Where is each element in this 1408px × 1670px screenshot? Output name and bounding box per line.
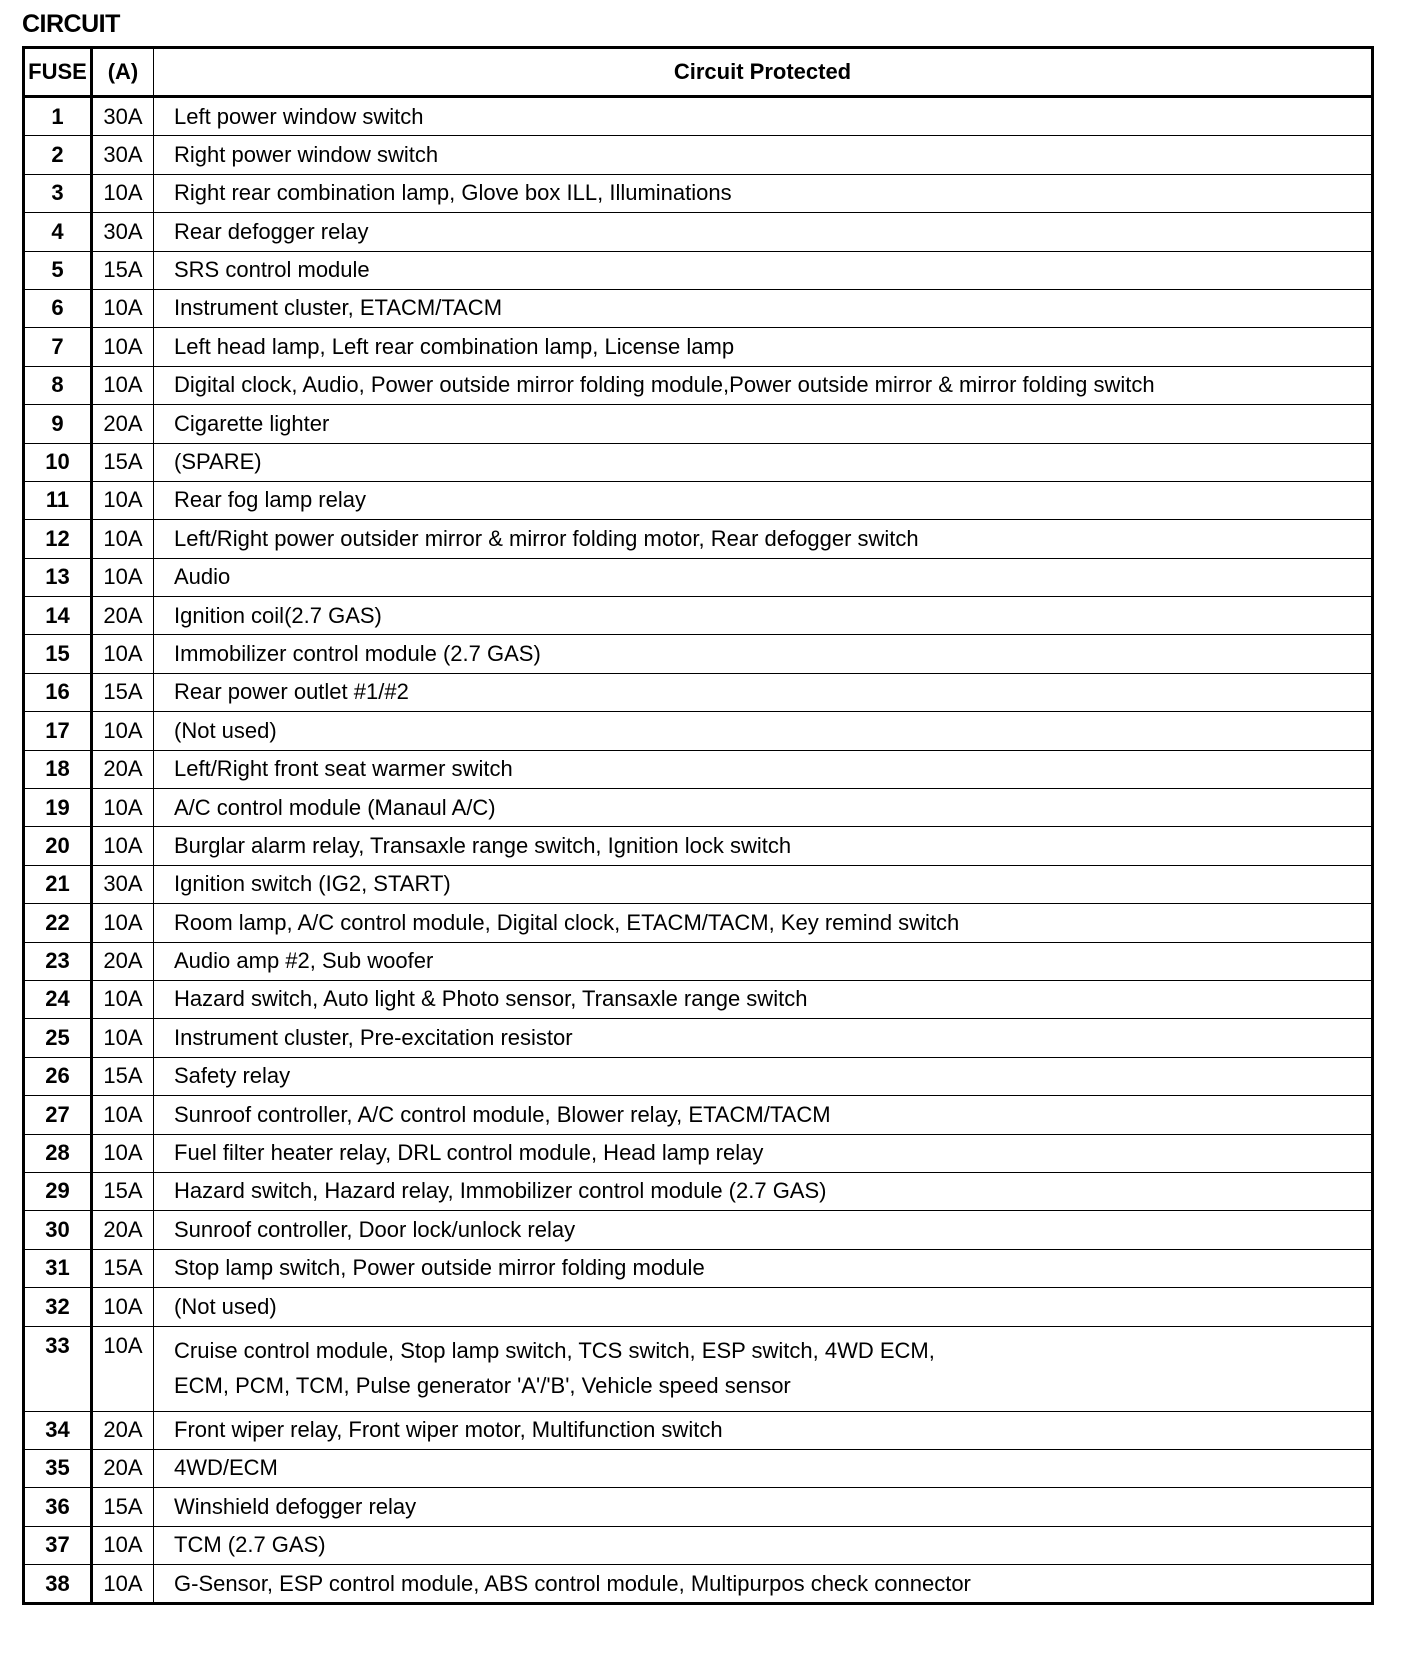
fuse-amperage: 10A [92, 289, 154, 327]
fuse-number: 4 [24, 213, 92, 251]
circuit-protected: Immobilizer control module (2.7 GAS) [154, 635, 1373, 673]
table-row [24, 1096, 1373, 1134]
fuse-amperage: 20A [92, 405, 154, 443]
table-row [24, 1134, 1373, 1172]
fuse-number: 13 [24, 558, 92, 596]
circuit-protected: Rear defogger relay [154, 213, 1373, 251]
table-row [24, 942, 1373, 980]
header-circuit-protected: Circuit Protected [154, 48, 1373, 97]
table-row [24, 1019, 1373, 1057]
table-row [24, 597, 1373, 635]
fuse-number: 37 [24, 1526, 92, 1564]
table-row [24, 980, 1373, 1018]
table-row [24, 328, 1373, 366]
circuit-protected [154, 1326, 1373, 1411]
circuit-protected: Cigarette lighter [154, 405, 1373, 443]
fuse-number: 33 [24, 1326, 92, 1411]
fuse-number: 30 [24, 1211, 92, 1249]
table-row [24, 904, 1373, 942]
fuse-table [22, 46, 1374, 1605]
circuit-protected: Ignition switch (IG2, START) [154, 865, 1373, 903]
fuse-amperage: 30A [92, 97, 154, 136]
circuit-protected: Hazard switch, Hazard relay, Immobilizer control module (2.7 GAS) [154, 1172, 1373, 1210]
fuse-number: 38 [24, 1565, 92, 1604]
table-row [24, 136, 1373, 174]
fuse-number: 23 [24, 942, 92, 980]
circuit-protected: Rear power outlet #1/#2 [154, 673, 1373, 711]
circuit-protected: (Not used) [154, 1288, 1373, 1326]
circuit-protected: Safety relay [154, 1057, 1373, 1095]
circuit-protected: Burglar alarm relay, Transaxle range switch, Ignition lock switch [154, 827, 1373, 865]
table-row [24, 289, 1373, 327]
table-row [24, 443, 1373, 481]
fuse-amperage: 10A [92, 1019, 154, 1057]
fuse-number: 2 [24, 136, 92, 174]
fuse-amperage: 10A [92, 635, 154, 673]
table-row [24, 827, 1373, 865]
fuse-amperage: 10A [92, 1326, 154, 1411]
circuit-protected: Left head lamp, Left rear combination lamp, License lamp [154, 328, 1373, 366]
circuit-protected: A/C control module (Manaul A/C) [154, 789, 1373, 827]
table-row [24, 213, 1373, 251]
fuse-amperage: 15A [92, 443, 154, 481]
table-row [24, 1488, 1373, 1526]
circuit-protected: Sunroof controller, Door lock/unlock relay [154, 1211, 1373, 1249]
circuit-line: ECM, PCM, TCM, Pulse generator 'A'/'B', Vehicle speed sensor [174, 1372, 791, 1398]
circuit-protected: Left/Right front seat warmer switch [154, 750, 1373, 788]
fuse-number: 17 [24, 712, 92, 750]
fuse-table-body [24, 97, 1373, 1604]
fuse-amperage: 10A [92, 1096, 154, 1134]
fuse-amperage: 15A [92, 1488, 154, 1526]
table-row [24, 1411, 1373, 1449]
table-row [24, 366, 1373, 404]
header-fuse: FUSE [24, 48, 92, 97]
fuse-amperage: 15A [92, 1249, 154, 1287]
fuse-amperage: 20A [92, 1211, 154, 1249]
fuse-amperage: 10A [92, 328, 154, 366]
table-row [24, 405, 1373, 443]
fuse-amperage: 10A [92, 174, 154, 212]
fuse-amperage: 20A [92, 1449, 154, 1487]
fuse-number: 31 [24, 1249, 92, 1287]
circuit-protected: Instrument cluster, ETACM/TACM [154, 289, 1373, 327]
fuse-number: 26 [24, 1057, 92, 1095]
fuse-number: 32 [24, 1288, 92, 1326]
table-row [24, 558, 1373, 596]
fuse-number: 20 [24, 827, 92, 865]
table-row [24, 1526, 1373, 1564]
fuse-amperage: 10A [92, 827, 154, 865]
circuit-protected: 4WD/ECM [154, 1449, 1373, 1487]
circuit-protected: Sunroof controller, A/C control module, Blower relay, ETACM/TACM [154, 1096, 1373, 1134]
table-row [24, 1211, 1373, 1249]
table-row [24, 673, 1373, 711]
fuse-number: 19 [24, 789, 92, 827]
circuit-protected: Fuel filter heater relay, DRL control module, Head lamp relay [154, 1134, 1373, 1172]
fuse-amperage: 15A [92, 251, 154, 289]
fuse-number: 10 [24, 443, 92, 481]
fuse-amperage: 30A [92, 865, 154, 903]
fuse-amperage: 10A [92, 1288, 154, 1326]
fuse-amperage: 15A [92, 673, 154, 711]
table-row [24, 635, 1373, 673]
fuse-amperage: 10A [92, 1565, 154, 1604]
fuse-amperage: 10A [92, 980, 154, 1018]
table-row [24, 1449, 1373, 1487]
circuit-protected: Instrument cluster, Pre-excitation resistor [154, 1019, 1373, 1057]
table-row [24, 1249, 1373, 1287]
table-row [24, 174, 1373, 212]
table-row [24, 1172, 1373, 1210]
fuse-amperage: 10A [92, 366, 154, 404]
fuse-amperage: 15A [92, 1172, 154, 1210]
circuit-protected: Right power window switch [154, 136, 1373, 174]
table-row [24, 251, 1373, 289]
circuit-protected: Stop lamp switch, Power outside mirror folding module [154, 1249, 1373, 1287]
fuse-amperage: 10A [92, 481, 154, 519]
fuse-number: 15 [24, 635, 92, 673]
table-row [24, 481, 1373, 519]
circuit-protected: Left/Right power outsider mirror & mirror folding motor, Rear defogger switch [154, 520, 1373, 558]
table-row [24, 789, 1373, 827]
circuit-protected: Hazard switch, Auto light & Photo sensor, Transaxle range switch [154, 980, 1373, 1018]
fuse-amperage: 10A [92, 520, 154, 558]
fuse-amperage: 10A [92, 904, 154, 942]
circuit-protected: Room lamp, A/C control module, Digital clock, ETACM/TACM, Key remind switch [154, 904, 1373, 942]
fuse-amperage: 15A [92, 1057, 154, 1095]
table-row [24, 97, 1373, 136]
circuit-protected: Right rear combination lamp, Glove box ILL, Illuminations [154, 174, 1373, 212]
table-row [24, 865, 1373, 903]
table-row [24, 712, 1373, 750]
fuse-amperage: 10A [92, 1526, 154, 1564]
circuit-protected: G-Sensor, ESP control module, ABS control module, Multipurpos check connector [154, 1565, 1373, 1604]
circuit-protected: (Not used) [154, 712, 1373, 750]
table-row [24, 1565, 1373, 1604]
fuse-number: 22 [24, 904, 92, 942]
fuse-number: 6 [24, 289, 92, 327]
fuse-number: 5 [24, 251, 92, 289]
table-row [24, 520, 1373, 558]
fuse-number: 16 [24, 673, 92, 711]
fuse-number: 3 [24, 174, 92, 212]
fuse-number: 11 [24, 481, 92, 519]
fuse-number: 27 [24, 1096, 92, 1134]
fuse-amperage: 10A [92, 558, 154, 596]
header-row [24, 48, 1373, 97]
fuse-number: 18 [24, 750, 92, 788]
fuse-number: 35 [24, 1449, 92, 1487]
circuit-protected: SRS control module [154, 251, 1373, 289]
table-row [24, 750, 1373, 788]
table-row [24, 1288, 1373, 1326]
fuse-number: 14 [24, 597, 92, 635]
circuit-protected: (SPARE) [154, 443, 1373, 481]
circuit-protected: Left power window switch [154, 97, 1373, 136]
circuit-line: Cruise control module, Stop lamp switch, TCS switch, ESP switch, 4WD ECM, [174, 1337, 935, 1363]
fuse-number: 29 [24, 1172, 92, 1210]
table-row [24, 1057, 1373, 1095]
circuit-protected: Front wiper relay, Front wiper motor, Multifunction switch [154, 1411, 1373, 1449]
fuse-amperage: 20A [92, 942, 154, 980]
fuse-number: 9 [24, 405, 92, 443]
table-row [24, 1326, 1373, 1411]
fuse-amperage: 20A [92, 750, 154, 788]
fuse-number: 36 [24, 1488, 92, 1526]
circuit-protected: Rear fog lamp relay [154, 481, 1373, 519]
circuit-protected: Digital clock, Audio, Power outside mirror folding module,Power outside mirror & mirror folding switch [154, 366, 1373, 404]
fuse-amperage: 20A [92, 597, 154, 635]
fuse-number: 8 [24, 366, 92, 404]
fuse-amperage: 20A [92, 1411, 154, 1449]
fuse-amperage: 10A [92, 1134, 154, 1172]
header-amp: (A) [92, 48, 154, 97]
fuse-number: 34 [24, 1411, 92, 1449]
fuse-number: 12 [24, 520, 92, 558]
fuse-number: 25 [24, 1019, 92, 1057]
circuit-protected: Ignition coil(2.7 GAS) [154, 597, 1373, 635]
fuse-number: 1 [24, 97, 92, 136]
circuit-protected: TCM (2.7 GAS) [154, 1526, 1373, 1564]
fuse-amperage: 30A [92, 213, 154, 251]
page-title: CIRCUIT [22, 10, 120, 38]
fuse-number: 28 [24, 1134, 92, 1172]
circuit-protected: Winshield defogger relay [154, 1488, 1373, 1526]
circuit-protected: Audio [154, 558, 1373, 596]
circuit-protected: Audio amp #2, Sub woofer [154, 942, 1373, 980]
fuse-amperage: 10A [92, 789, 154, 827]
fuse-number: 24 [24, 980, 92, 1018]
fuse-number: 7 [24, 328, 92, 366]
fuse-number: 21 [24, 865, 92, 903]
fuse-amperage: 10A [92, 712, 154, 750]
fuse-amperage: 30A [92, 136, 154, 174]
